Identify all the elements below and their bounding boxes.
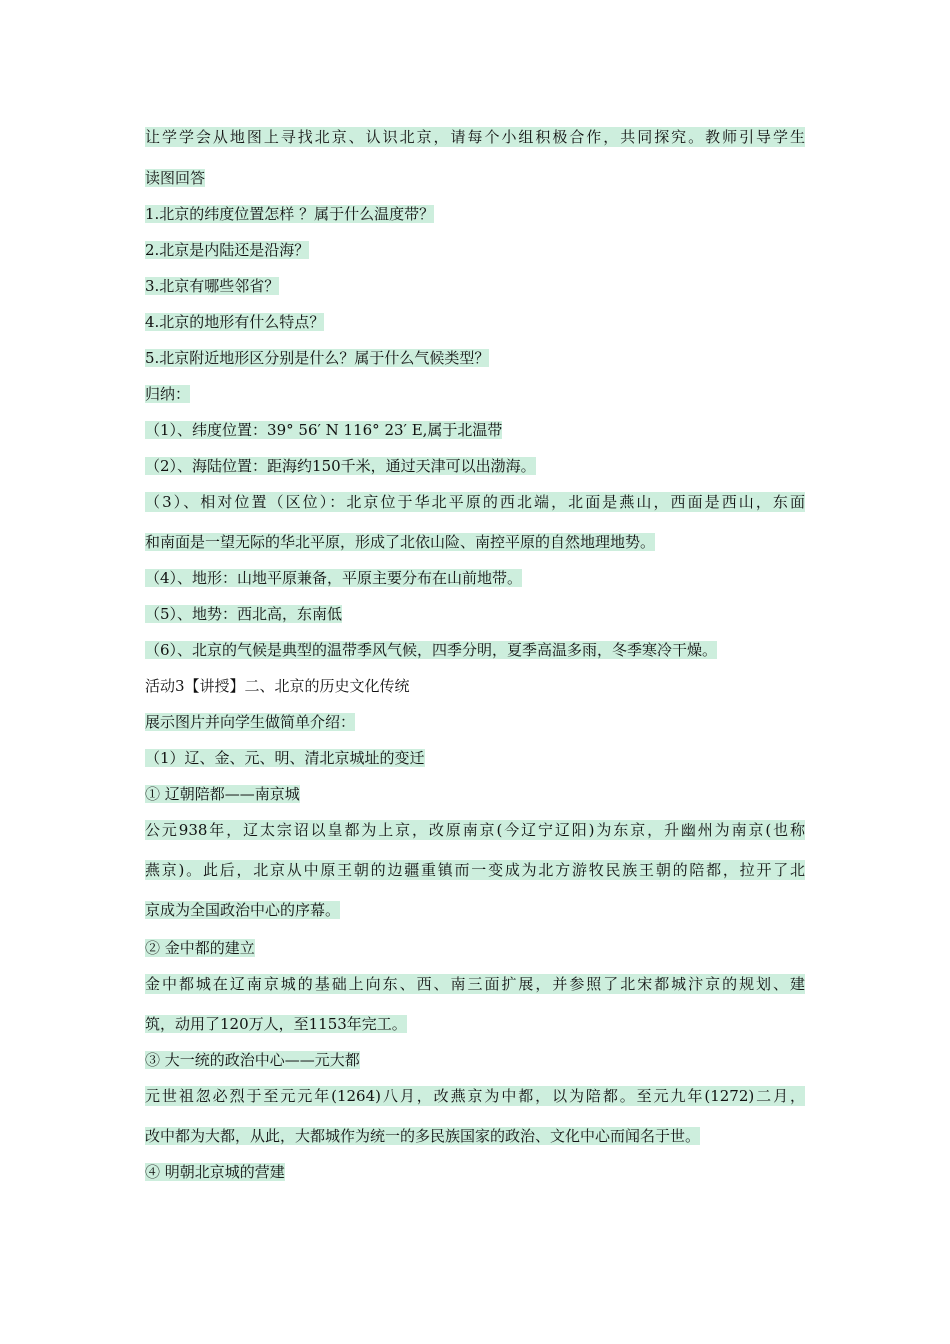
text-line-content: （4）、地形：山地平原兼备，平原主要分布在山前地带。 [145,569,523,587]
text-line [145,1014,407,1034]
text-line [145,900,340,920]
text-line [145,492,805,512]
text-line-content: 2.北京是内陆还是沿海？ [145,241,310,259]
text-line-content: 改中都为大都，从此，大都城作为统一的多民族国家的政治、文化中心而闻名于世。 [145,1127,701,1145]
text-line [145,640,717,660]
text-line-content: 筑，动用了120万人，至1153年完工。 [145,1015,407,1033]
text-line-content: 4.北京的地形有什么特点？ [145,313,325,331]
text-line [145,604,342,624]
text-line-content: （2）、海陆位置：距海约150千米，通过天津可以出渤海。 [145,457,536,475]
text-line [145,1050,360,1070]
text-line-content: 读图回答 [145,169,206,187]
text-line-content: ④ 明朝北京城的营建 [145,1163,285,1181]
text-line [145,204,434,224]
text-line-content: ③ 大一统的政治中心——元大都 [145,1051,360,1069]
text-line-content: 1.北京的纬度位置怎样 ？属于什么温度带？ [145,205,435,223]
text-line [145,532,655,552]
text-line-content: （1）辽、金、元、明、清北京城址的变迁 [145,749,425,767]
text-line-content: ① 辽朝陪都——南京城 [145,785,300,803]
text-line [145,860,805,880]
text-line [145,784,300,804]
text-line-content: 元世祖忽必烈于至元元年(1264)八月，改燕京为中都，以为陪都。至元九年(1272)二月， [145,1087,805,1105]
text-line-content: 金中都城在辽南京城的基础上向东、西、南三面扩展，并参照了北宋都城汴京的规划、建 [145,975,805,993]
text-line-content: 活动3【讲授】二、北京的历史文化传统 [145,677,410,695]
text-line [145,420,502,440]
text-line-content: 京成为全国政治中心的序幕。 [145,901,341,919]
text-line-content: （6）、北京的气候是典型的温带季风气候，四季分明，夏季高温多雨，冬季寒冷干燥。 [145,641,718,659]
text-line-content: ② 金中都的建立 [145,939,255,957]
text-line [145,676,410,696]
text-line [145,312,324,332]
text-line [145,712,355,732]
text-line-content: （1）、纬度位置：39° 56′ N 116° 23′ E,属于北温带 [145,421,503,439]
text-line-content: 展示图片并向学生做简单介绍： [145,713,356,731]
text-line-content: 让学学会从地图上寻找北京、认识北京，请每个小组积极合作，共同探究。教师引导学生 [145,128,805,146]
text-line [145,348,489,368]
text-line-content: 5.北京附近地形区分别是什么？属于什么气候类型？ [145,349,490,367]
text-line-content: 公元938年，辽太宗诏以皇都为上京，改原南京(今辽宁辽阳)为东京，升幽州为南京(也称 [145,821,805,839]
text-line-content: （3）、相对位置（区位）：北京位于华北平原的西北端，北面是燕山，西面是西山，东面 [145,493,805,511]
text-line [145,384,190,404]
text-line [145,1162,285,1182]
text-line [145,1086,805,1106]
text-line [145,456,536,476]
text-line [145,974,805,994]
text-line-content: 3.北京有哪些邻省？ [145,277,280,295]
text-line [145,240,309,260]
text-line-content: 归纳： [145,385,191,403]
text-line [145,276,279,296]
text-line [145,168,205,188]
text-line [145,568,522,588]
text-line-content: 和南面是一望无际的华北平原，形成了北依山险、南控平原的自然地理地势。 [145,533,656,551]
text-line-content: （5）、地势：西北高，东南低 [145,605,343,623]
text-line-content: 燕京)。此后，北京从中原王朝的边疆重镇而一变成为北方游牧民族王朝的陪都，拉开了北 [145,861,805,879]
text-line [145,127,805,147]
text-line [145,748,425,768]
text-line [145,1126,700,1146]
text-line [145,820,805,840]
text-line [145,938,255,958]
